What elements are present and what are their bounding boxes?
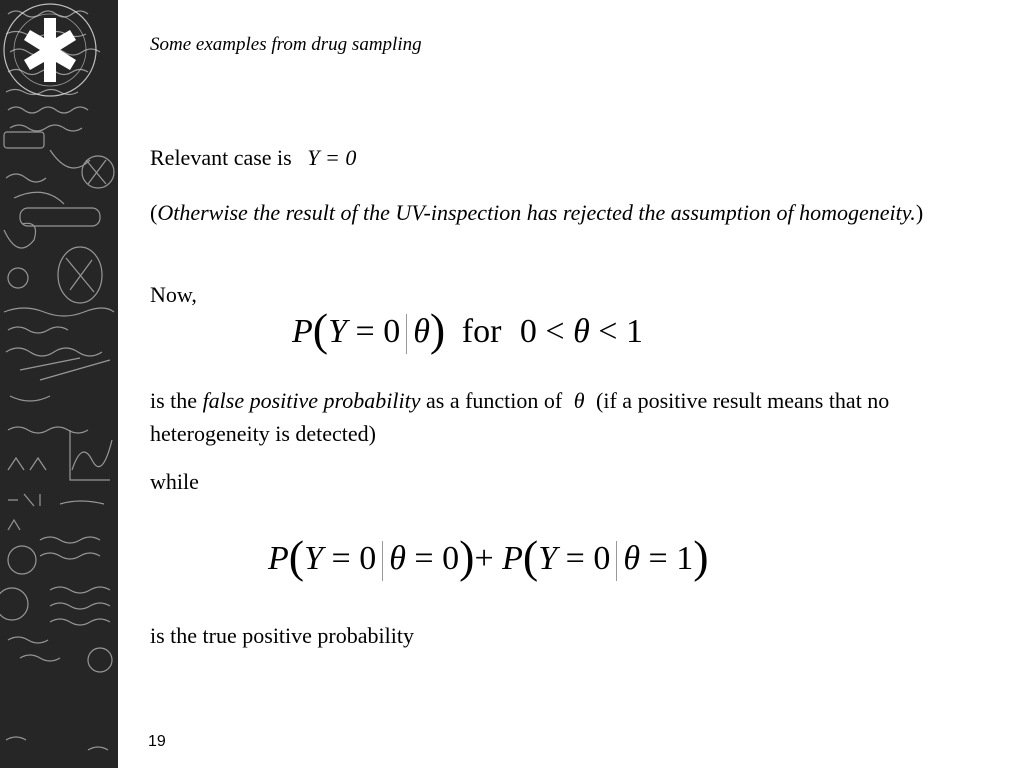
formula1-p: P	[292, 313, 313, 350]
formula2-conditional-bar-1	[382, 541, 383, 581]
formula2-p2: P	[502, 540, 523, 577]
formula1-range-b: < 1	[598, 313, 643, 350]
formula1-eq: = 0	[355, 313, 401, 350]
otherwise-note	[150, 197, 970, 229]
theta-symbol: θ	[573, 388, 585, 413]
formula2-theta2: θ	[623, 540, 641, 577]
is-the-text: is the	[150, 388, 198, 413]
formula2-y1: Y	[304, 540, 324, 577]
otherwise-text: Otherwise the result of the UV-inspection has rejected the assumption of homogeneity.	[157, 200, 916, 225]
formula2-open-paren-1: (	[288, 531, 305, 582]
true-positive-formula	[268, 527, 709, 581]
formula1-close-paren: )	[429, 304, 446, 355]
formula1-open-paren: (	[312, 304, 329, 355]
formula2-y2: Y	[538, 540, 558, 577]
now-label: Now,	[150, 282, 197, 307]
false-positive-term: false positive probability	[202, 388, 421, 413]
formula2-val1: = 0	[414, 540, 460, 577]
formula2-conditional-bar-2	[616, 541, 617, 581]
formula2-close-paren-2: )	[693, 531, 709, 582]
university-seal-logo	[0, 0, 100, 100]
otherwise-close-paren: )	[915, 200, 924, 225]
relevant-case-math: Y = 0	[307, 145, 357, 170]
formula1-theta: θ	[413, 313, 430, 350]
formula1-y: Y	[328, 313, 348, 350]
formula2-eq1: = 0	[331, 540, 377, 577]
relevant-case-line	[150, 145, 356, 171]
relevant-case-label: Relevant case is	[150, 145, 292, 170]
chalk-doodles-decoration	[0, 0, 118, 768]
while-label: while	[150, 469, 199, 494]
false-positive-description	[150, 384, 970, 450]
formula2-eq2: = 0	[565, 540, 611, 577]
otherwise-open-paren: (	[150, 200, 158, 225]
formula2-p1: P	[268, 540, 289, 577]
true-positive-text: is the true positive probability	[150, 623, 414, 648]
false-positive-formula	[292, 300, 643, 354]
as-function-text: as a function of	[426, 388, 563, 413]
formula2-open-paren-2: (	[522, 531, 539, 582]
formula2-val2: = 1	[648, 540, 694, 577]
formula2-plus: +	[474, 540, 494, 577]
formula2-close-paren-1: )	[459, 531, 475, 582]
page-number: 19	[148, 733, 166, 750]
formula1-range-theta: θ	[573, 313, 590, 350]
formula1-conditional-bar	[406, 314, 407, 354]
formula2-theta1: θ	[389, 540, 406, 577]
formula1-for: for	[461, 313, 502, 350]
positive-result-note: (if a positive result means that no heterogeneity is detected)	[150, 388, 890, 446]
formula1-range-a: 0 <	[519, 313, 565, 350]
chalkboard-sidebar	[0, 0, 118, 768]
slide-subtitle: Some examples from drug sampling	[150, 34, 422, 55]
